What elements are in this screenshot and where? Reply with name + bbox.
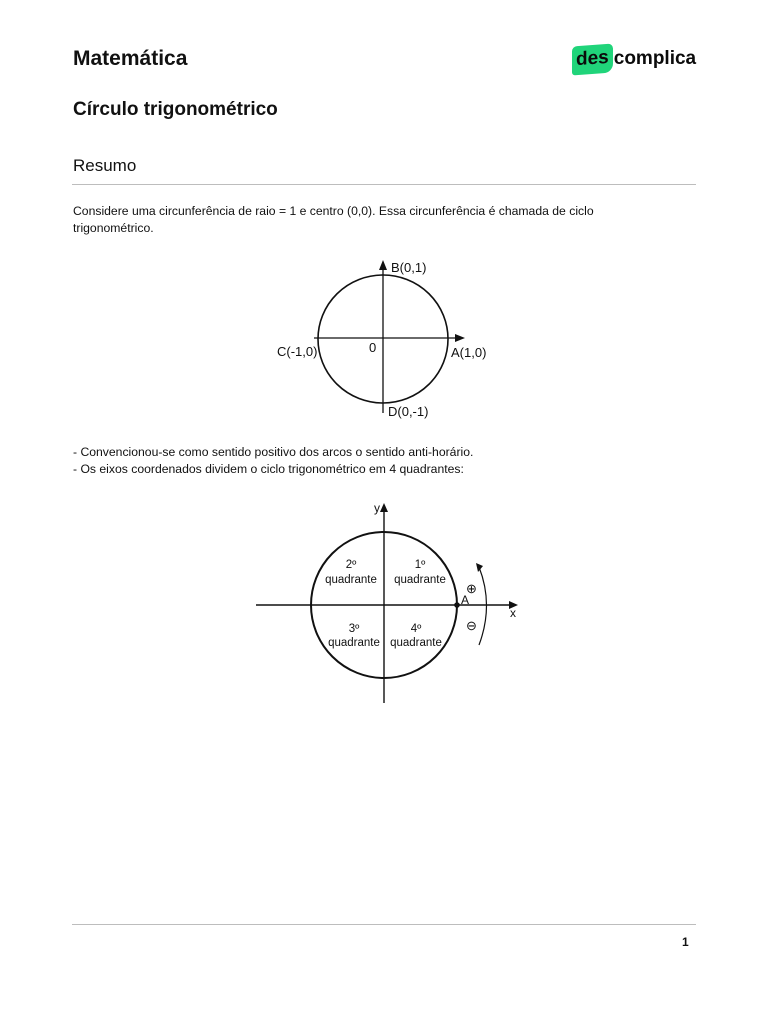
q3-number: 3º: [348, 623, 360, 635]
subject-heading: Matemática: [73, 47, 188, 70]
point-a-label: A: [461, 593, 470, 607]
point-a-marker: [454, 602, 460, 608]
q4-label: quadrante: [390, 637, 442, 649]
label-d: D(0,-1): [388, 404, 429, 419]
horizontal-axis-arrow: [455, 334, 465, 342]
logo-mark: des: [572, 44, 613, 76]
y-axis-label: y: [374, 501, 380, 515]
positive-sign-icon: ⊕: [466, 581, 477, 596]
q2-label: quadrante: [325, 574, 377, 586]
label-b: B(0,1): [391, 260, 427, 275]
page-number: 1: [682, 935, 689, 949]
q2-number: 2º: [345, 559, 357, 571]
direction-arrow-head: [476, 563, 483, 572]
bullet-2: - Os eixos coordenados dividem o ciclo trigonométrico em 4 quadrantes:: [73, 462, 464, 476]
label-a: A(1,0): [451, 345, 487, 360]
bullet-1: - Convencionou-se como sentido positivo dos arcos o sentido anti-horário.: [73, 445, 474, 459]
q1-label: quadrante: [394, 574, 446, 586]
quadrants-figure: [250, 495, 530, 710]
vertical-axis-arrow: [379, 260, 387, 270]
descomplica-logo: [572, 45, 696, 75]
q1-number: 1º: [414, 559, 426, 571]
y-axis-arrow: [380, 503, 388, 512]
label-c: C(-1,0): [277, 344, 318, 359]
q4-number: 4º: [410, 623, 422, 635]
logo-wordmark: complica: [613, 48, 697, 69]
footer-divider: [72, 924, 696, 925]
unit-circle-figure: [270, 255, 500, 425]
page-title: Círculo trigonométrico: [73, 99, 278, 120]
section-divider: [72, 184, 696, 185]
direction-arc: [479, 567, 487, 645]
label-origin: 0: [369, 340, 377, 355]
section-heading: Resumo: [73, 156, 137, 175]
intro-paragraph: Considere uma circunferência de raio = 1 e centro (0,0). Essa circunferência é chamada de ciclo trigonométrico.: [73, 204, 594, 235]
negative-sign-icon: ⊖: [466, 618, 477, 633]
x-axis-label: x: [510, 606, 516, 620]
q3-label: quadrante: [328, 637, 380, 649]
